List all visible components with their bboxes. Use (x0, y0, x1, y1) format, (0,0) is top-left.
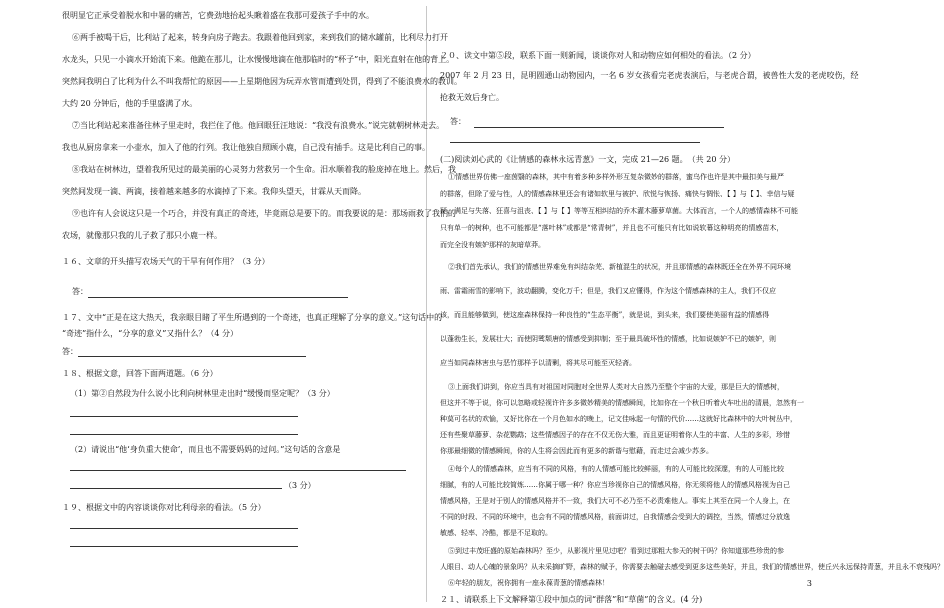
essay-p1-line5: 而完全没有嫉妒那样的灰暗草莽。 (440, 241, 545, 249)
story-paragraph-6-line2: 水龙头，只见一小滴水开始流下来。他跪在那儿，让水慢慢地滴在他那临时的“杯子”中，阳光直射在他的背上。 (62, 55, 455, 64)
question-17-line1: １７、文中“正是在这大热天，我亲眼目睹了平生所遇到的一个奇迹，也真正理解了分享的意义。”这句话中的 (62, 313, 443, 322)
question-18-part-1: （1）第②自然段为什么说小比利向树林里走出时“缓慢而坚定呢？（3 分） (70, 389, 335, 398)
essay-p1-line1: ①情感世界仿佛一座茵翳的森林，其中有着多种多样外形互复杂微妙的群落，蜜乌作也许是其中最扣美与最严 (448, 173, 784, 181)
essay-p1-line4: 只有单一的树种，也不可能都是“落叶林”或都是“常青树”，并且也不可能只有比如说软幕这种明亮的情感苗木， (440, 224, 784, 232)
essay-p2-line4: 以蓬勃生长，发展壮大；而使阴骘颓唐的情感受到抑制；至于最具破坏性的情感，比如说嫉妒不已的嫉妒，则 (440, 335, 776, 343)
question-17-line2: “奇迹”指什么，“分享的意义”又指什么？（4 分） (62, 329, 238, 338)
section-2-title: (二)阅读刘心武的《让情感的森林永远青葱》一文，完成 21—26 题。 （共 20 分） (440, 155, 735, 164)
question-17-answer-line[interactable] (78, 356, 306, 357)
essay-p2-line1: ②我们首先承认，我们的情感世界难免有纠结杂芜、新植混生的状况，并且那情感的森林既还全在外界不同环境 (448, 263, 791, 271)
question-18-1-answer-line-1[interactable] (70, 416, 298, 417)
question-20-answer-label: 答： (450, 117, 466, 126)
column-divider (426, 6, 427, 602)
story-paragraph-7-line2: 我也从厨房拿来一小壶水，加入了他的行列。我让他独自照顾小鹿，自己没有插手。这是比利自己的事。 (62, 143, 430, 152)
essay-p4-line4: 不同的时段、不同的环境中，也会有不同的情感风格，前面讲过，自我情感会受到大的调控，当然，情感过分放逸 (440, 513, 790, 521)
news-line-1: 2007 年 2 月 23 日，昆明圆通山动物园内，一名 6 岁女孩看完老虎表演后，与老虎合谓，被兽性大发的老虎咬伤，经 (440, 71, 859, 80)
question-16-answer-line[interactable] (88, 297, 348, 298)
essay-p3-line3: 种莫可名状的欢愉，又好比你在一个月色如水的晚上，记文佳咏起一句情的代价……这就好比森林中的大叶树丛中， (440, 415, 797, 423)
question-19-answer-line-2[interactable] (70, 546, 298, 547)
story-paragraph-7: ⑦当比利站起来准备往林子里走时，我拦住了他。他回眼狂汪地说：“我没有浪费水。”说完就朝树林走去。 (72, 121, 445, 130)
question-18: １８、根据文意，回答下面两道题。（6 分） (62, 369, 218, 378)
essay-p1-line3: 疑、满足与失落、狂喜与沮丧、【 】与【 】等等互相纠结的乔木灌木藤萝草菌。大体而言，一个人的感情森林不可能 (440, 207, 798, 215)
essay-p4-line5: 敏感、轻率、冷酷，都是不足取的。 (440, 529, 552, 537)
question-18-2-score: （3 分） (284, 481, 316, 490)
page-number: 3 (806, 579, 812, 588)
essay-p3-line1: ③上面我们讲到，你应当具有对祖国对同胞对全世界人类对大自然乃至整个宇宙的大爱，那是巨大的情感树， (448, 383, 784, 391)
essay-p6: ⑥年轻的朋友，祝你拥有一座永葆青葱的情感森林！ (448, 579, 609, 587)
question-20: ２０、读文中第⑤段，联系下面一则新闻，谈谈你对人和动物应如何相处的看法。（2 分） (440, 51, 756, 60)
question-18-2-answer-line-1[interactable] (70, 470, 406, 471)
question-18-2-answer-line-2[interactable] (70, 488, 282, 489)
essay-p3-line5: 你那最细微的情感瞬间，你的人生将会因此而有更多的新谐与慰藉，而走过会减少苏多。 (440, 447, 713, 455)
story-paragraph-9-line2: 农场，就像那只我的儿子救了那只小鹿一样。 (62, 231, 222, 240)
story-paragraph-6-line4: 大约 20 分钟后，他的手里盛满了水。 (62, 99, 198, 108)
story-paragraph-6: ⑥两手被喝干后，比利站了起来，转身向房子跑去。我跟着他回到家，来到我们的储水罐前，比利尽力打开 (72, 33, 448, 42)
essay-p1-line2: 的群落，但除了爱与性，人的情感森林里还会有诸如软里与被护、欣悦与恢扬、痛快与惆怅、【 】与【 】、幸信与疑 (440, 190, 795, 198)
question-20-answer-line-1[interactable] (474, 127, 724, 128)
essay-p3-line2: 但这并不等于说，你可以忽略或轻视许许多多微妙精美的情感瞬间，比如你在一个秋日听着火车吐出的清晨，忽然有一 (440, 399, 804, 407)
story-paragraph-6-line3: 突然间我明白了比利为什么不叫我帮忙的原因——上星期他因为玩弄水管而遭到处罚，得到了不能浪费水的教训。 (62, 77, 462, 86)
essay-p2-line3: 该，而且能够做到，使这座森林保持一种良性的“生态平衡”，就是说，到头来，我们要使美丽有益的情感得 (440, 311, 770, 319)
essay-p4-line2: 细腻，有的人可能比较简炼……你属于哪一种？你应当珍视你自己的情感风格，你无须将他人的情感风格视为自己 (440, 481, 790, 489)
question-21: ２１、请联系上下文解释第①段中加点的词“群落”和“草菌”的含义。(4 分) (440, 595, 703, 604)
question-18-1-answer-line-2[interactable] (70, 434, 298, 435)
question-16: １６、文章的开头描写农场天气的干旱有何作用？（3 分） (62, 257, 270, 266)
essay-p2-line2: 雨、雷霜雨雪的影响下，波动翻腾，变化万千；但是，我们又应懂得，作为这个情感森林的主人，我们不仅应 (440, 287, 776, 295)
story-paragraph-8-line2: 突然间发现一滴、两滴，接着越来越多的水滴掉了下来。我仰头望天，甘霖从天而降。 (62, 187, 366, 196)
question-18-part-2: （2）请说出“他‘身负重大使命’，而且也不需要妈妈的过问。”这句话的含意是 (70, 445, 341, 454)
question-16-answer-label: 答： (72, 287, 88, 296)
story-paragraph-9: ⑨也许有人会说这只是一个巧合，并没有真正的奇迹，毕竟雨总是要下的。而我要说的是：那场雨救了我们的 (72, 209, 456, 218)
story-paragraph-5-end: 很明显它正承受着脱水和中暑的痛苦，它费劲地抬起头瞅着盛在我那可爱孩子手中的水。 (62, 11, 374, 20)
question-19-answer-line-1[interactable] (70, 528, 298, 529)
question-19: １９、根据文中的内容谈谈你对比利母亲的看法。（5 分） (62, 503, 266, 512)
news-line-2: 抢救无效后身亡。 (440, 93, 504, 102)
essay-p5-line2: 人眼目、动人心魄的景象吗？从未采摘旷野，森林的赋予，你需要去触碰去感受到更多这些美好，并且，我们的情感世界，使丘兴永远保持青葱，并且永不衰残吗？ (440, 563, 944, 571)
story-paragraph-8: ⑧我站在树林边，望着我所见过的最美丽的心灵努力营救另一个生命。汨水顺着我的脸庞掉在地上。然后，我 (72, 165, 456, 174)
essay-p5-line1: ⑤到过丰茂旺盛的原始森林吗？至少，从影视片里见过吧？看到过那粗大参天的树干吗？你知道那些珍贵的参 (448, 547, 784, 555)
essay-p4-line3: 情感风格，王是对于别人的情感风格并不一致，我们大可不必乃至不必责难他人。事实上其至在同一个人身上，在 (440, 497, 790, 505)
question-17-answer-label: 答： (62, 347, 78, 356)
essay-p4-line1: ④每个人的情感森林，应当有不同的风格，有的人情感可能比较鲜丽，有的人可能比较深邃，有的人可能比较 (448, 465, 784, 473)
question-20-answer-line-2[interactable] (450, 142, 700, 143)
essay-p2-line5: 应当如同森林害虫与恶竹那样予以清剿，将其尽可能至灭轻斋。 (440, 359, 636, 367)
essay-p3-line4: 还有些聚草藤萝、杂花鹦鹉；这些情感因子的存在不仅无伤大雅，而且更证明着你人生的丰富、人生的多彩，珍惜 (440, 431, 790, 439)
